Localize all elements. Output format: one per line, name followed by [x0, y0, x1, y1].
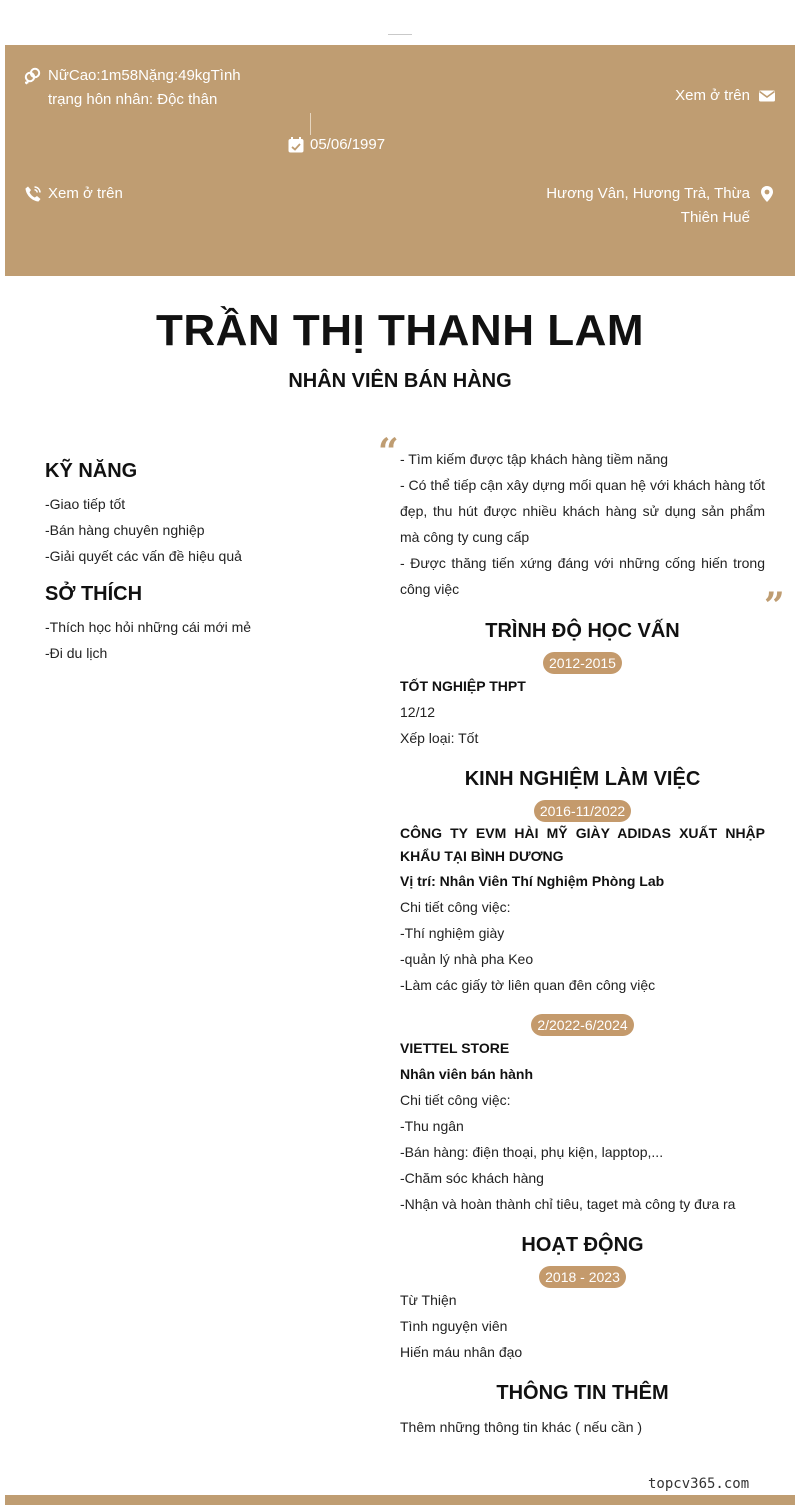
activities-block: [400, 1287, 765, 1365]
phone-text: Xem ở trên: [48, 185, 123, 202]
skill-item: -Giao tiếp tốt: [45, 496, 126, 512]
top-divider: [388, 34, 412, 35]
activities-period-badge: 2018 - 2023: [539, 1266, 626, 1288]
header-divider: [310, 113, 311, 135]
education-grade: 12/12: [400, 704, 436, 720]
hobby-item: -Thích học hỏi những cái mới mẻ: [45, 619, 252, 635]
experience-title: KINH NGHIỆM LÀM VIỆC: [464, 768, 701, 790]
quote-open-icon: “: [378, 431, 399, 473]
skill-item: -Bán hàng chuyên nghiệp: [45, 522, 205, 538]
job-detail: -quản lý nhà pha Keo: [400, 951, 534, 967]
objective-line: - Có thể tiếp cận xây dựng mối quan hệ với khách hàng tốt đẹp, thu hút được nhiều khách hàng sử dụng sản phẩm mà công ty cung cấp: [400, 477, 765, 545]
location-pin-icon: [758, 185, 776, 203]
education-school: TỐT NGHIỆP THPT: [400, 678, 526, 694]
job-detail: -Nhận và hoàn thành chỉ tiêu, taget mà công ty đưa ra: [400, 1196, 736, 1212]
job-block: [400, 1035, 765, 1217]
email-text: Xem ở trên: [675, 87, 750, 104]
skill-item: -Giải quyết các vấn đề hiệu quả: [45, 548, 242, 564]
education-rank: Xếp loại: Tốt: [400, 730, 479, 746]
job-company: VIETTEL STORE: [400, 1040, 510, 1056]
objective-line: - Được thăng tiến xứng đáng với những cống hiến trong công việc: [400, 555, 765, 597]
activity-item: Hiến máu nhân đạo: [400, 1344, 523, 1360]
job-detail: -Chăm sóc khách hàng: [400, 1170, 544, 1186]
bottom-bar: [5, 1495, 795, 1505]
job-detail: Chi tiết công việc:: [400, 899, 511, 915]
job-role: Nhân viên bán hành: [400, 1066, 534, 1082]
watermark: topcv365.com: [648, 1476, 750, 1492]
candidate-position: NHÂN VIÊN BÁN HÀNG: [288, 370, 512, 392]
calendar-icon: [287, 136, 305, 154]
contact-banner: [5, 45, 795, 276]
job-detail: -Bán hàng: điện thoại, phụ kiện, lapptop,...: [400, 1144, 664, 1160]
address-info: [516, 182, 776, 230]
gender-text: NữCao:1m58Nặng:49kgTình trạng hôn nhân: Độc thân: [48, 67, 241, 108]
activity-item: Từ Thiện: [400, 1292, 457, 1308]
phone-icon: [24, 185, 42, 203]
job-detail: -Thí nghiệm giày: [400, 925, 505, 941]
additional-info-block: [400, 1414, 765, 1440]
dob-text: 05/06/1997: [310, 136, 386, 153]
job-period-badge: 2/2022-6/2024: [531, 1014, 633, 1036]
additional-info-text: Thêm những thông tin khác ( nếu cần ): [400, 1419, 643, 1435]
phone-info: [24, 182, 123, 206]
candidate-name: TRẦN THỊ THANH LAM: [155, 306, 645, 355]
job-detail: Chi tiết công việc:: [400, 1092, 511, 1108]
job-period-badge: 2016-11/2022: [534, 800, 631, 822]
gender-info: [24, 64, 274, 112]
activities-title: HOẠT ĐỘNG: [521, 1234, 644, 1256]
career-objective: [400, 446, 765, 602]
job-role: Vị trí: Nhân Viên Thí Nghiệm Phòng Lab: [400, 873, 665, 889]
education-block: [400, 673, 765, 751]
activity-item: Tình nguyện viên: [400, 1318, 508, 1334]
job-detail: -Thu ngân: [400, 1118, 464, 1134]
gender-icon: [24, 67, 42, 85]
job-detail: -Làm các giấy tờ liên quan đên công việc: [400, 977, 656, 993]
job-company: CÔNG TY EVM HÀI MỸ GIÀY ADIDAS XUẤT NHẬP KHẨU TẠI BÌNH DƯƠNG: [400, 825, 765, 864]
objective-line: - Tìm kiếm được tập khách hàng tiềm năng: [400, 451, 669, 467]
address-text: Hương Vân, Hương Trà, Thừa Thiên Huế: [546, 185, 750, 226]
left-column: [45, 460, 345, 666]
education-period-badge: 2012-2015: [543, 652, 622, 674]
education-title: TRÌNH ĐỘ HỌC VẤN: [485, 620, 680, 642]
envelope-icon: [758, 87, 776, 105]
job-block: [400, 822, 765, 998]
email-info: [675, 84, 776, 108]
skills-title: KỸ NĂNG: [45, 460, 138, 482]
dob-info: [287, 133, 385, 157]
quote-close-icon: ”: [764, 585, 785, 627]
hobby-item: -Đi du lịch: [45, 645, 108, 661]
hobbies-title: SỞ THÍCH: [45, 583, 143, 605]
additional-info-title: THÔNG TIN THÊM: [496, 1382, 669, 1404]
